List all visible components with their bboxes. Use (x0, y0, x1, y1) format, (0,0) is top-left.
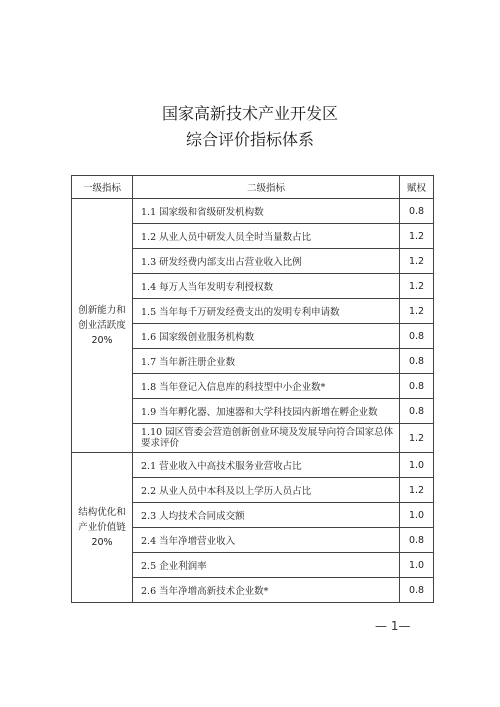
indicator-weight: 0.8 (400, 528, 434, 553)
indicator-weight: 1.2 (400, 299, 434, 324)
level2-indicator: 2.6 当年净增高新技术企业数* (133, 578, 400, 603)
page-number: — 1— (375, 619, 411, 633)
indicator-weight: 0.8 (400, 399, 434, 424)
indicator-weight: 1.2 (400, 249, 434, 274)
indicator-weight: 1.2 (400, 424, 434, 453)
indicator-weight: 1.2 (400, 274, 434, 299)
indicator-weight: 0.8 (400, 349, 434, 374)
level2-indicator: 1.9 当年孵化器、加速器和大学科技园内新增在孵企业数 (133, 399, 400, 424)
document-title-line1: 国家高新技术产业开发区 (161, 104, 338, 123)
level2-indicator: 2.2 从业人员中本科及以上学历人员占比 (133, 478, 400, 503)
level2-indicator: 1.3 研发经费内部支出占营业收入比例 (133, 249, 400, 274)
indicator-table (71, 175, 434, 603)
level2-indicator: 2.5 企业利润率 (133, 553, 400, 578)
indicator-weight: 0.8 (400, 578, 434, 603)
indicator-weight: 1.0 (400, 453, 434, 478)
level2-indicator: 2.4 当年净增营业收入 (133, 528, 400, 553)
level2-indicator: 1.10 园区管委会营造创新创业环境及发展导向符合国家总体要求评价 (133, 424, 400, 453)
level2-indicator: 1.8 当年登记入信息库的科技型中小企业数* (133, 374, 400, 399)
level2-indicator: 1.5 当年每千万研发经费支出的发明专利申请数 (133, 299, 400, 324)
indicator-weight: 0.8 (400, 374, 434, 399)
level1-indicator (72, 199, 133, 453)
level2-indicator: 1.6 国家级创业服务机构数 (133, 324, 400, 349)
level1-name-line2: 创业活跃度 (78, 320, 126, 331)
indicator-weight: 1.0 (400, 553, 434, 578)
level2-indicator: 1.1 国家级和省级研发机构数 (133, 199, 400, 224)
level2-indicator: 1.2 从业人员中研发人员全时当量数占比 (133, 224, 400, 249)
table-row (72, 453, 434, 478)
level1-weight: 20% (91, 537, 113, 548)
level2-indicator: 1.7 当年新注册企业数 (133, 349, 400, 374)
indicator-weight: 1.0 (400, 503, 434, 528)
indicator-weight: 1.2 (400, 224, 434, 249)
level1-name-line2: 产业价值链 (78, 522, 126, 533)
header-weight: 赋权 (400, 176, 434, 199)
level1-weight: 20% (91, 335, 113, 346)
table-header-row (72, 176, 434, 199)
document-title-line2: 综合评价指标体系 (185, 130, 314, 149)
level1-indicator (72, 453, 133, 603)
indicator-weight: 0.8 (400, 199, 434, 224)
header-level1: 一级指标 (72, 176, 133, 199)
level2-indicator: 2.1 营业收入中高技术服务业营收占比 (133, 453, 400, 478)
level2-indicator: 1.4 每万人当年发明专利授权数 (133, 274, 400, 299)
level1-name-line1: 创新能力和 (78, 305, 126, 316)
table-row (72, 199, 434, 224)
level2-indicator: 2.3 人均技术合同成交额 (133, 503, 400, 528)
indicator-weight: 0.8 (400, 324, 434, 349)
indicator-weight: 1.2 (400, 478, 434, 503)
header-level2: 二级指标 (133, 176, 400, 199)
level1-name-line1: 结构优化和 (78, 507, 126, 518)
